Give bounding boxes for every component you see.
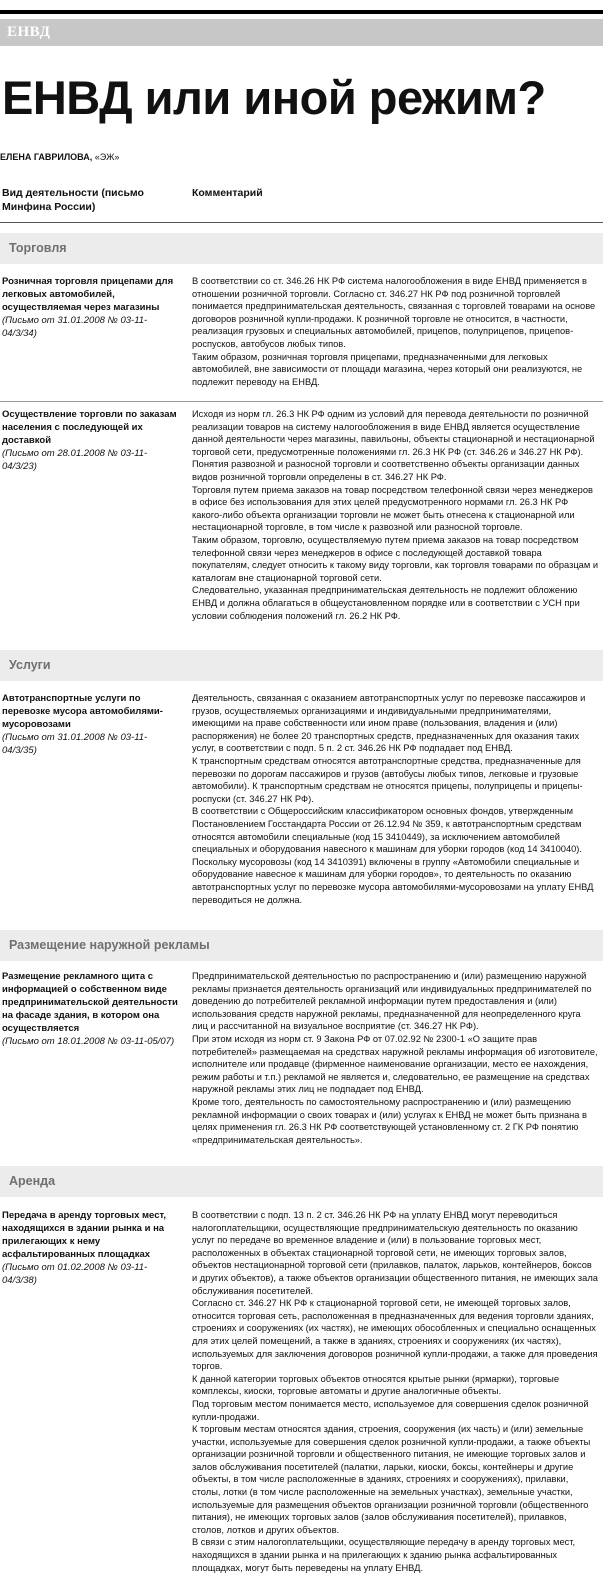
section-heading-rent: [0, 1166, 603, 1197]
activity-title: Автотранспортные услуги по перевозке мусора автомобилями-мусоровозами: [2, 693, 163, 730]
top-rule: [0, 10, 603, 14]
activity-title: Розничная торговля прицепами для легковых автомобилей, осуществляемая через магазины: [2, 276, 174, 313]
comment-paragraph: Предпринимательской деятельностью по распространению и (или) размещению наружной рекламы признается деятельность организаций или индивидуальных предпринимателей по доведению до потребителей рекламной информации путем предоставления и (или) использования средств наружной рекламы, предназначенной для неопределенного круга лиц и рассчитанной на визуальное восприятие (ст. 346.27 НК РФ).: [192, 971, 592, 1032]
comment-cell: [192, 408, 599, 622]
column-header-activity: Вид деятельности (письмо Минфина России): [2, 187, 144, 213]
activity-ref: (Письмо от 01.02.2008 № 03-11-04/3/38): [2, 1262, 148, 1286]
comment-paragraph: Согласно ст. 346.27 НК РФ к стационарной торговой сети, не имеющей торговых залов, относится торговая сеть, расположенная в предназначенных для ведения торговли зданиях, строениях и сооружениях (их частях), не имеющих обособленных и специально оснащенных для этих целей помещений, а также в зданиях, строениях и сооружениях (их частях), используемых для заключения договоров розничной купли-продажи, а также для проведения торгов.: [192, 1298, 598, 1372]
article-title: ЕНВД или иной режим?: [2, 71, 546, 124]
section-heading-advertising: [0, 930, 603, 961]
author-line: [0, 152, 119, 162]
comment-cell: [192, 692, 599, 906]
comment-paragraph: К транспортным средствам относятся автотранспортные средства, предназначенные для перевозки по дорогам пассажиров и грузов (автобусы любых типов, легковые и грузовые автомобили). К транспортным средствам не относятся прицепы, полуприцепы и прицепы-роспуски (ст. 346.27 НК РФ).: [192, 755, 583, 804]
comment-paragraph: Под торговым местом понимается место, используемое для совершения сделок розничной купли-продажи.: [192, 1398, 589, 1422]
comment-paragraph: Торговля путем приема заказов на товар посредством телефонной связи через менеджеров в офисе без использования для этих целей предусмотренного нормами гл. 26.3 НК РФ какого-либо объекта организации торговли не может быть отнесена к стационарной или нестационарной торговле, в том числе к развозной или разносной торговле.: [192, 484, 593, 533]
column-header-comment: Комментарий: [192, 187, 263, 199]
comment-paragraph: Понятия развозной и разносной торговли и соответственно объекты организации данных видов розничной торговли определены в ст. 346.27 НК РФ.: [192, 459, 580, 482]
rubric-bar: [0, 19, 603, 46]
section-heading-services: [0, 650, 603, 681]
activity-ref: (Письмо от 18.01.2008 № 03-11-05/07): [2, 1036, 175, 1047]
row-divider: [0, 401, 603, 402]
activity-cell: [2, 275, 180, 340]
rubric-label: ЕНВД: [7, 24, 51, 40]
activity-ref: (Письмо от 28.01.2008 № 03-11-04/3/23): [2, 448, 148, 472]
activity-cell: [2, 970, 180, 1048]
comment-paragraph: Таким образом, розничная торговля прицепами, предназначенными для легковых автомобилей, вне зависимости от площади магазина, через который они реализуются, не подлежит переводу на ЕНВД.: [192, 351, 583, 387]
comment-cell: [192, 970, 599, 1146]
comment-paragraph: В соответствии с подп. 13 п. 2 ст. 346.26 НК РФ на уплату ЕНВД могут переводиться налогоплательщики, осуществляющие предпринимательскую деятельность по оказанию услуг по передаче во временное владение и (или) в пользование торговых мест, расположенных в объектах стационарной торговой сети, не имеющих торговых залов, объектов нестационарной торговой сети (прилавков, палаток, ларьков, контейнеров, боксов и других объектов), а также объектов организации общественного питания, не имеющих зала обслуживания посетителей.: [192, 1210, 598, 1296]
activity-title: Передача в аренду торговых мест, находящихся в здании рынка и на прилегающих к нему асфальтированных площадках: [2, 1210, 167, 1260]
activity-cell: [2, 408, 180, 473]
comment-cell: [192, 1209, 599, 1574]
activity-cell: [2, 692, 180, 757]
section-heading-trade: [0, 233, 603, 264]
comment-paragraph: В соответствии с Общероссийским классификатором основных фондов, утвержденным Постановлением Госстандарта России от 26.12.94 № 359, к автотранспортным средствам относятся автомобили специальные (код 15 3410449), за исключением автомобилей специальных и оборудования навесного к машинам для уборки городов (код 14 3410040).: [192, 806, 582, 855]
comment-paragraph: Поскольку мусоровозы (код 14 3410391) включены в группу «Автомобили специальные и оборудование навесное к машинам для уборки городов», то деятельность по оказанию автотранспортных услуг по перевозке мусора автомобилями-мусоровозами на уплату ЕНВД переводиться не должна.: [192, 856, 594, 905]
section-title: Услуги: [9, 658, 51, 672]
activity-ref: (Письмо от 31.01.2008 № 03-11-04/3/35): [2, 732, 148, 756]
comment-paragraph: Кроме того, деятельность по самостоятельному распространению и (или) размещению рекламной информации о своих товарах и (или) услугах к ЕНВД не может быть признана в целях применения гл. 26.3 НК РФ соответствующей установленному ст. 2 ГК РФ понятию «предпринимательская деятельность».: [192, 1096, 587, 1145]
section-title: Аренда: [9, 1174, 56, 1188]
comment-cell: [192, 275, 599, 388]
comment-paragraph: К торговым местам относятся здания, строения, сооружения (их часть) и (или) земельные участки, используемые для совершения сделок розничной купли-продажи, а также объекты организации розничной торговли и общественного питания, не имеющие торговых залов и залов обслуживания посетителей (палатки, ларьки, киоски, боксы, контейнеры и другие объекты, в том числе расположенные в зданиях, строениях и сооружениях), прилавки, столы, лотки (в том числе расположенные на земельных участках), земельные участки, используемые для размещения объектов организации розничной торговли (общественного питания), не имеющих торговых залов (залов обслуживания посетителей), прилавков, столов, лотков и других объектов.: [192, 1424, 591, 1535]
section-title: Торговля: [9, 241, 67, 255]
comment-paragraph: Таким образом, торговлю, осуществляемую путем приема заказов на товар посредством телефонной связи через менеджеров в офисе с последующей доставкой товара покупателям, следует относить к такому виду торговли, как торговля товарами по образцам и каталогам вне стационарной торговой сети.: [192, 534, 599, 583]
header-divider: [0, 222, 603, 223]
section-title: Размещение наружной рекламы: [9, 938, 210, 952]
comment-paragraph: В связи с этим налогоплательщики, осуществляющие передачу в аренду торговых мест, находящихся в здании рынка и на прилегающих к зданию рынка асфальтированных площадках, могут быть переведены на уплату ЕНВД.: [192, 1537, 576, 1573]
activity-title: Осуществление торговли по заказам населения с последующей их доставкой: [2, 409, 177, 446]
comment-paragraph: В соответствии со ст. 346.26 НК РФ система налогообложения в виде ЕНВД применяется в отношении розничной торговли. Согласно ст. 346.27 НК РФ под розничной торговлей понимается предпринимательская деятельность, связанная с торговлей товарами на основе договоров розничной купли-продажи. К розничной торговле не относится, в частности, реализация грузовых и специальных автомобилей, прицепов, полуприцепов, прицепов-роспусков, автобусов любых типов.: [192, 276, 596, 349]
comment-paragraph: Деятельность, связанная с оказанием автотранспортных услуг по перевозке пассажиров и грузов, осуществляемых организациями и индивидуальными предпринимателями, имеющими на праве собственности или ином праве (пользования, владения и (или) распоряжения) не более 20 транспортных средств, предназначенных для оказания таких услуг, в соответствии с подп. 5 п. 2 ст. 346.26 НК РФ подпадает под ЕНВД.: [192, 693, 586, 754]
activity-title: Размещение рекламного щита с информацией о собственном виде предпринимательской деятельности на фасаде здания, в котором она осуществляется: [2, 971, 178, 1034]
author-name: ЕЛЕНА ГАВРИЛОВА,: [0, 152, 93, 162]
comment-paragraph: Исходя из норм гл. 26.3 НК РФ одним из условий для перевода деятельности по розничной реализации товаров на систему налогообложения в виде ЕНВД является осуществление данной деятельности через магазины, павильоны, объекты стационарной и нестационарной торговой сети, предусмотренные положениями гл. 26.3 НК РФ (ст. 346.26 и 346.27 НК РФ).: [192, 409, 595, 457]
author-org: «ЭЖ»: [94, 152, 120, 162]
activity-cell: [2, 1209, 180, 1287]
comment-paragraph: Следовательно, указанная предпринимательская деятельность не подлежит обложению ЕНВД и должна облагаться в общеустановленном порядке или в соответствии с УСН при условии соблюдения положений гл. 26.2 НК РФ.: [192, 585, 580, 621]
activity-ref: (Письмо от 31.01.2008 № 03-11-04/3/34): [2, 315, 148, 339]
comment-paragraph: К данной категории торговых объектов относятся крытые рынки (ярмарки), торговые комплексы, киоски, торговые автоматы и другие аналогичные объекты.: [192, 1373, 560, 1397]
comment-paragraph: При этом исходя из норм ст. 9 Закона РФ от 07.02.92 № 2300-1 «О защите прав потребителей» размещаемая на средствах наружной рекламы информация об изготовителе, исполнителе или продавце (фирменное наименование организации, место ее нахождения, режим работы и т.п.) рекламой не является и, следовательно, ее размещение на средствах наружной рекламы этих лиц не подпадает под ЕНВД.: [192, 1033, 598, 1095]
